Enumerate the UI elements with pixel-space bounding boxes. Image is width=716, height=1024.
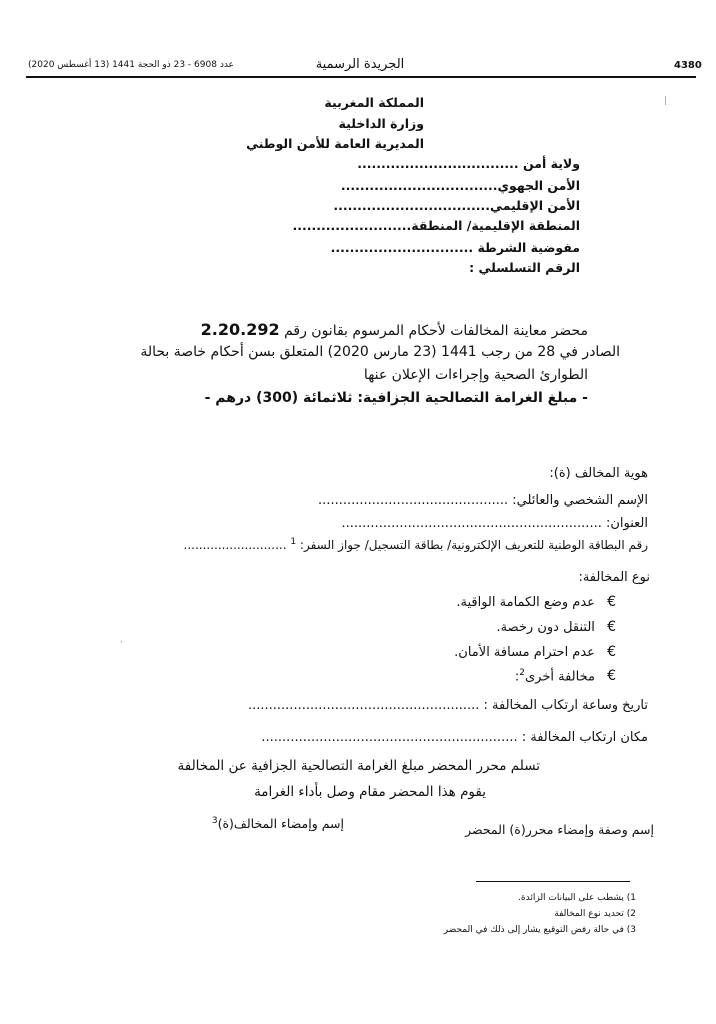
violation-place: مكان ارتكاب المخالفة : .............................................................. bbox=[261, 730, 648, 745]
field-serial: الرقم التسلسلي : bbox=[469, 260, 580, 275]
footnote-ref-2: 2 bbox=[519, 668, 525, 678]
agency-kingdom: المملكة المغربية bbox=[324, 95, 424, 110]
footnote-3: 3) في حالة رفض التوقيع يشار إلى ذلك في المحضر bbox=[443, 925, 636, 935]
scan-mark: ' bbox=[120, 640, 123, 650]
offender-heading: هوية المخالف (ة): bbox=[549, 466, 648, 481]
offender-name: الإسم الشخصي والعائلي: .............................................. bbox=[318, 493, 648, 508]
offender-id-label: رقم البطاقة الوطنية للتعريف الإلكترونية/ بطاقة التسجيل/ جواز السفر: bbox=[299, 538, 648, 552]
field-police-station: مفوضية الشرطة .............................. bbox=[330, 240, 580, 255]
gazette-title: الجريدة الرسمية bbox=[315, 57, 405, 72]
field-district: المنطقة الإقليمية/ المنطقة......................... bbox=[292, 218, 580, 233]
decree-number: 2.20.292 bbox=[200, 320, 280, 339]
title-line-1 bbox=[201, 320, 588, 339]
footnote-ref-1: 1 bbox=[290, 537, 297, 547]
field-wilaya: ولاية أمن .................................. bbox=[357, 156, 580, 171]
checkbox-icon: € bbox=[607, 594, 616, 610]
offender-id bbox=[184, 537, 648, 552]
footnote-ref-3: 3 bbox=[211, 816, 218, 826]
agency-directorate: المديرية العامة للأمن الوطني bbox=[246, 136, 424, 151]
offender-signature bbox=[212, 816, 344, 831]
fine-amount: - مبلغ الغرامة التصالحية الجزافية: ثلاثمائة (300) درهم - bbox=[204, 390, 588, 406]
checkbox-icon: € bbox=[607, 668, 616, 685]
offender-id-dots: ........................... bbox=[183, 538, 287, 552]
violation-option-movement bbox=[497, 619, 616, 635]
checkbox-icon: € bbox=[607, 644, 616, 660]
field-provincial: الأمن الإقليمي................................. bbox=[333, 198, 580, 213]
header-divider bbox=[26, 76, 696, 78]
option-label: عدم احترام مسافة الأمان. bbox=[454, 645, 595, 660]
footnote-2: 2) تحديد نوع المخالفة bbox=[554, 909, 636, 919]
scan-mark: | bbox=[664, 96, 668, 106]
violation-option-mask bbox=[456, 594, 616, 610]
writer-signature: إسم وصفة وإمضاء محرر(ة) المحضر bbox=[465, 822, 654, 837]
option-label: مخالفة أخرى bbox=[524, 669, 595, 685]
footnote-divider bbox=[476, 881, 630, 882]
violation-datetime: تاريخ وساعة ارتكاب المخالفة : ........................................................ bbox=[247, 698, 648, 713]
field-regional: الأمن الجهوي................................. bbox=[340, 178, 580, 193]
title-line-3: الطوارئ الصحية وإجراءات الإعلان عنها bbox=[363, 367, 588, 383]
option-label: التنقل دون رخصة. bbox=[496, 620, 595, 635]
violation-option-other: € مخالفة أخرى$^2$: bbox=[514, 668, 616, 685]
violation-heading: نوع المخالفة: bbox=[578, 570, 650, 585]
checkbox-icon: € bbox=[607, 619, 616, 635]
footnote-1: 1) يشطب على البيانات الزائدة. bbox=[518, 893, 636, 903]
receipt-line-2: يقوم هذا المحضر مقام وصل بأداء الغرامة bbox=[254, 784, 486, 800]
title-text: محضر معاينة المخالفات لأحكام المرسوم بقانون رقم bbox=[284, 323, 588, 339]
issue-info: عدد 6908 - 23 ذو الحجة 1441 (13 أغسطس 2020) bbox=[28, 60, 234, 70]
violation-option-distance bbox=[454, 644, 616, 660]
receipt-line-1: تسلم محرر المحضر مبلغ الغرامة التصالحية الجزافية عن المخالفة bbox=[177, 758, 540, 774]
offender-signature-label: إسم وإمضاء المخالف(ة) bbox=[217, 816, 344, 832]
title-line-2: الصادر في 28 من رجب 1441 (23 مارس 2020) المتعلق بسن أحكام خاصة بحالة bbox=[140, 344, 620, 360]
page-number: 4380 bbox=[674, 60, 702, 71]
agency-ministry: وزارة الداخلية bbox=[338, 116, 424, 131]
option-label: عدم وضع الكمامة الواقية. bbox=[456, 595, 595, 610]
offender-address: العنوان: ............................................................... bbox=[341, 516, 648, 531]
